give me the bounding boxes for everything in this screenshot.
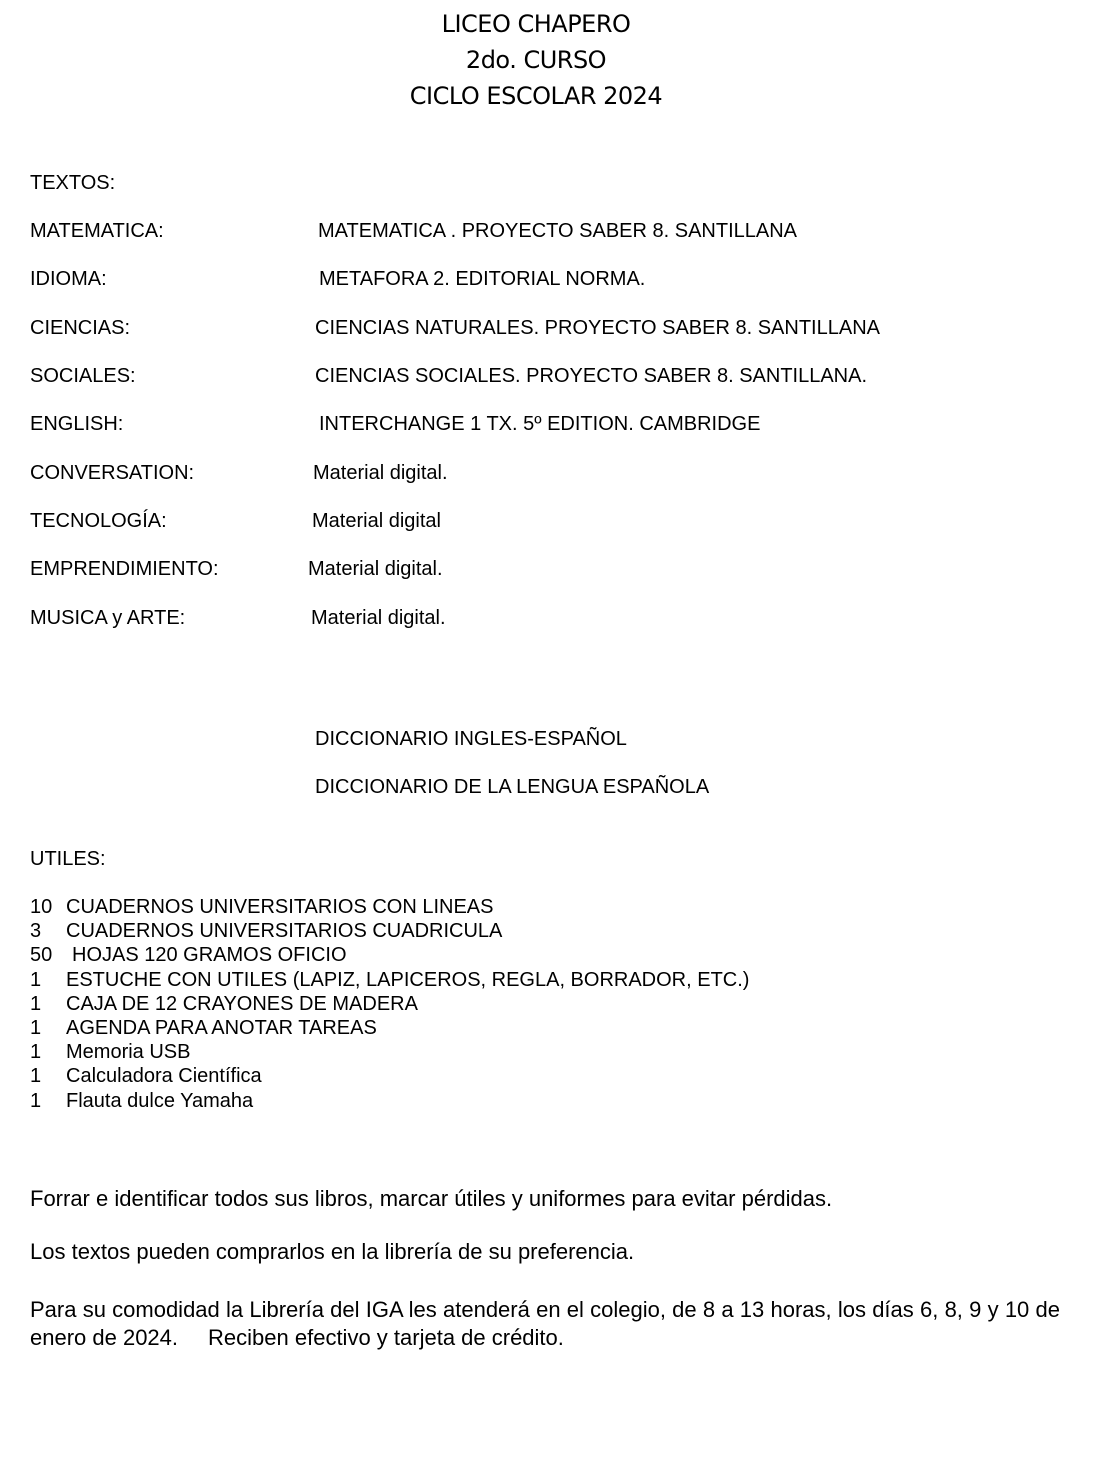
dictionary-item: DICCIONARIO INGLES-ESPAÑOL xyxy=(315,728,627,750)
book-title: INTERCHANGE 1 TX. 5º EDITION. CAMBRIDGE xyxy=(319,413,761,435)
book-title: MATEMATICA . PROYECTO SABER 8. SANTILLANA xyxy=(318,220,798,242)
book-title: Material digital. xyxy=(311,607,446,629)
supply-quantity: 1 xyxy=(30,1016,42,1039)
document-header xyxy=(0,6,1072,114)
text-row xyxy=(0,266,1080,292)
supply-quantity: 1 xyxy=(30,968,42,991)
supply-quantity: 50 xyxy=(30,944,53,967)
book-title: METAFORA 2. EDITORIAL NORMA. xyxy=(319,268,646,290)
supply-description: Flauta dulce Yamaha xyxy=(66,1089,254,1112)
subject-label: CONVERSATION: xyxy=(30,462,195,484)
supply-quantity: 1 xyxy=(30,1065,42,1088)
text-row xyxy=(0,218,1080,244)
supply-description: Calculadora Científica xyxy=(66,1065,262,1088)
subject-label: MUSICA y ARTE: xyxy=(30,607,186,629)
subject-label: IDIOMA: xyxy=(30,268,107,290)
supply-description: CUADERNOS UNIVERSITARIOS CUADRICULA xyxy=(66,920,503,943)
bookstore-note xyxy=(30,1296,1060,1352)
subject-label: ENGLISH: xyxy=(30,413,124,435)
supplies-section-label: UTILES: xyxy=(30,848,106,870)
school-name: LICEO CHAPERO xyxy=(441,10,631,38)
book-title: CIENCIAS SOCIALES. PROYECTO SABER 8. SANTILLANA. xyxy=(315,365,868,387)
cover-books-note: Forrar e identificar todos sus libros, marcar útiles y uniformes para evitar pérdidas. xyxy=(30,1186,833,1211)
subject-label: TECNOLOGÍA: xyxy=(30,510,167,532)
supply-quantity: 3 xyxy=(30,920,42,943)
text-row xyxy=(0,363,1080,389)
supply-description: Memoria USB xyxy=(66,1041,191,1064)
supply-description: CUADERNOS UNIVERSITARIOS CON LINEAS xyxy=(66,896,494,918)
subject-label: EMPRENDIMIENTO: xyxy=(30,558,219,580)
book-title: Material digital. xyxy=(308,558,443,580)
subject-label: MATEMATICA: xyxy=(30,220,164,242)
school-cycle: CICLO ESCOLAR 2024 xyxy=(409,82,663,110)
bookstore-hours-text: Para su comodidad la Librería del IGA les atenderá en el colegio, de 8 a 13 horas, los días 6, 8, 9 y 10 de enero de 2024. xyxy=(30,1297,1060,1350)
supply-description: CAJA DE 12 CRAYONES DE MADERA xyxy=(66,992,418,1015)
dictionary-item: DICCIONARIO DE LA LENGUA ESPAÑOLA xyxy=(315,776,710,798)
text-row xyxy=(0,460,1080,486)
supply-quantity: 1 xyxy=(30,1089,42,1112)
supply-quantity: 1 xyxy=(30,992,42,1015)
supply-description: AGENDA PARA ANOTAR TAREAS xyxy=(66,1016,377,1039)
supply-description: ESTUCHE CON UTILES (LAPIZ, LAPICEROS, REGLA, BORRADOR, ETC.) xyxy=(66,968,750,991)
supply-description: HOJAS 120 GRAMOS OFICIO xyxy=(72,944,347,967)
texts-section-label: TEXTOS: xyxy=(30,172,116,194)
book-title: Material digital. xyxy=(313,462,448,484)
purchase-note: Los textos pueden comprarlos en la librería de su preferencia. xyxy=(30,1239,635,1264)
book-title: CIENCIAS NATURALES. PROYECTO SABER 8. SANTILLANA xyxy=(315,317,880,339)
text-row xyxy=(0,605,1080,631)
subject-label: SOCIALES: xyxy=(30,365,136,387)
book-title: Material digital xyxy=(312,510,441,532)
text-row xyxy=(0,556,1080,582)
supply-quantity: 10 xyxy=(30,896,53,918)
text-row xyxy=(0,315,1080,341)
subject-label: CIENCIAS: xyxy=(30,317,131,339)
text-row xyxy=(0,411,1080,437)
grade-title: 2do. CURSO xyxy=(465,46,607,74)
payment-methods-text: Reciben efectivo y tarjeta de crédito. xyxy=(208,1325,564,1350)
supply-quantity: 1 xyxy=(30,1041,42,1064)
text-row xyxy=(0,508,1080,534)
